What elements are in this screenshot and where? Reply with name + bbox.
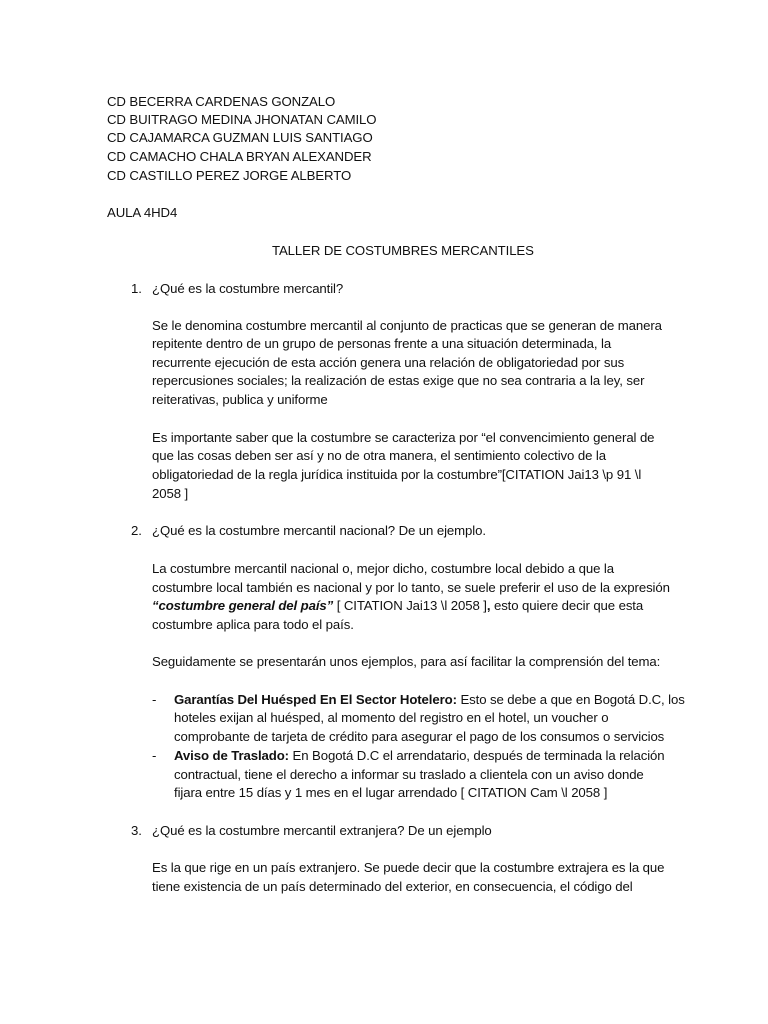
author-line-1: CD BECERRA CARDENAS GONZALO — [107, 94, 336, 109]
q3-paragraph-1-line-2: tiene existencia de un país determinado del exterior, en consecuencia, el código del — [152, 879, 633, 894]
q1-paragraph-2-line-2: que las cosas deben ser así y no de otra manera, el sentimiento colectivo de la — [152, 448, 606, 463]
author-line-5: CD CASTILLO PEREZ JORGE ALBERTO — [107, 168, 352, 183]
q1-paragraph-2-line-1: Es importante saber que la costumbre se caracteriza por “el convencimiento general de — [152, 430, 655, 445]
author-line-3: CD CAJAMARCA GUZMAN LUIS SANTIAGO — [107, 130, 373, 145]
example-2-line-1-rest: En Bogotá D.C el arrendatario, después de terminada la relación — [288, 748, 665, 763]
question-1-number: 1. — [131, 281, 142, 296]
question-2-heading: ¿Qué es la costumbre mercantil nacional? De un ejemplo. — [152, 523, 486, 538]
author-line-4: CD CAMACHO CHALA BRYAN ALEXANDER — [107, 149, 372, 164]
example-1-line-1-rest: Esto se debe a que en Bogotá D.C, los — [456, 692, 685, 707]
example-1-line-3: comprobante de tarjeta de crédito para asegurar el pago de los consumos o servicios — [174, 729, 665, 744]
example-2-line-3: fijara entre 15 días y 1 mes en el lugar arrendado [ CITATION Cam \l 2058 ] — [174, 785, 608, 800]
q1-paragraph-1-line-1: Se le denomina costumbre mercantil al conjunto de practicas que se generan de manera — [152, 318, 662, 333]
author-line-2: CD BUITRAGO MEDINA JHONATAN CAMILO — [107, 112, 377, 127]
example-1-line-2: hoteles exijan al huésped, al momento del registro en el hotel, un voucher o — [174, 710, 609, 725]
bold-comma: , — [486, 598, 491, 613]
question-1-heading: ¿Qué es la costumbre mercantil? — [152, 281, 344, 296]
question-3-heading: ¿Qué es la costumbre mercantil extranjera? De un ejemplo — [152, 823, 492, 838]
bullet-dash-1: - — [152, 692, 157, 707]
q2-paragraph-2: Seguidamente se presentarán unos ejemplos, para así facilitar la comprensión del tema: — [152, 654, 661, 669]
classroom-label: AULA 4HD4 — [107, 205, 178, 220]
q1-paragraph-1-line-2: repitente dentro de un grupo de personas frente a una situación determinada, la — [152, 336, 612, 351]
q1-paragraph-2-line-3: obligatoriedad de la regla jurídica instituida por la costumbre”[CITATION Jai13 \p 91 \l — [152, 467, 642, 482]
example-2-label: Aviso de Traslado: — [174, 748, 289, 763]
q1-paragraph-1-line-5: reiterativas, publica y uniforme — [152, 392, 328, 407]
q3-paragraph-1-line-1: Es la que rige en un país extranjero. Se puede decir que la costumbre extrajera es la que — [152, 860, 665, 875]
question-2-number: 2. — [131, 523, 142, 538]
q1-paragraph-1-line-4: repercusiones sociales; la realización de estas exige que no sea contraria a la ley, ser — [152, 373, 645, 388]
quoted-expression: “costumbre general del país” — [152, 598, 334, 613]
q1-paragraph-1-line-3: recurrente ejecución de esta acción genera una relación de obligatoriedad por sus — [152, 355, 625, 370]
question-3-number: 3. — [131, 823, 142, 838]
example-1-line-1 — [174, 691, 685, 709]
q2-paragraph-1-line-4: costumbre aplica para todo el país. — [152, 617, 354, 632]
example-2-line-2: contractual, tiene el derecho a informar su traslado a clientela con un aviso donde — [174, 767, 644, 782]
example-1-label: Garantías Del Huésped En El Sector Hotelero: — [174, 692, 457, 707]
q2-paragraph-1-line-1: La costumbre mercantil nacional o, mejor dicho, costumbre local debido a que la — [152, 561, 614, 576]
q2-paragraph-1-line-2: costumbre local también es nacional y por lo tanto, se suele preferir el uso de la expresión — [152, 580, 670, 595]
q2-paragraph-1-line-3-tail: esto quiere decir que esta — [490, 598, 644, 613]
citation-jai13: [ CITATION Jai13 \l 2058 ] — [333, 598, 487, 613]
example-2-line-1 — [174, 747, 665, 765]
document-title: TALLER DE COSTUMBRES MERCANTILES — [272, 243, 534, 258]
bullet-dash-2: - — [152, 748, 157, 763]
q2-paragraph-1-line-3 — [152, 597, 643, 615]
q1-paragraph-2-line-4: 2058 ] — [152, 486, 189, 501]
